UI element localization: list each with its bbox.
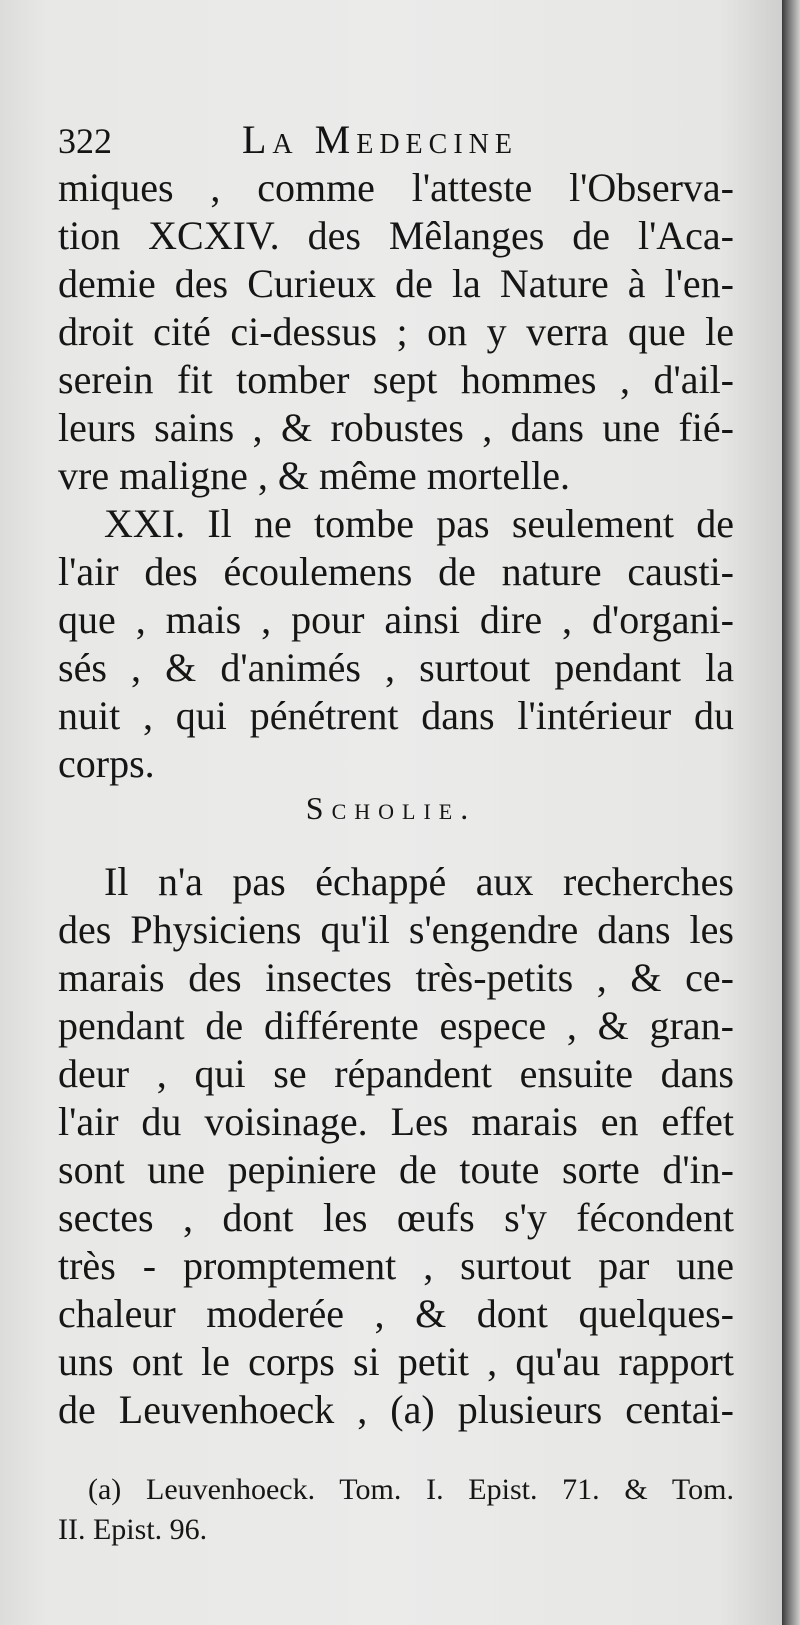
text-line: serein fit tomber sept hommes , d'ail-	[58, 357, 734, 402]
paragraph-xxi	[58, 500, 734, 788]
page-number: 322	[58, 121, 112, 161]
footnote-line: II. Epist. 96.	[58, 1513, 208, 1546]
paragraph-continuation	[58, 164, 734, 500]
text-line: nuit , qui pénétrent dans l'intérieur du	[58, 693, 734, 738]
text-line: très - promptement , surtout par une	[58, 1243, 734, 1288]
text-line: pendant de différente espece , & gran-	[58, 1003, 734, 1048]
text-line: que , mais , pour ainsi dire , d'organi-	[58, 597, 734, 642]
text-line: l'air du voisinage. Les marais en effet	[58, 1099, 734, 1144]
text-line: corps.	[58, 741, 155, 786]
text-line: leurs sains , & robustes , dans une fié-	[58, 405, 734, 450]
text-line: demie des Curieux de la Nature à l'en-	[58, 261, 734, 306]
text-line: XXI. Il ne tombe pas seulement de	[104, 501, 734, 546]
text-line: de Leuvenhoeck , (a) plusieurs centai-	[58, 1387, 734, 1432]
text-line: uns ont le corps si petit , qu'au rapport	[58, 1339, 734, 1384]
text-line: marais des insectes très-petits , & ce-	[58, 955, 734, 1000]
text-line: miques , comme l'atteste l'Observa-	[58, 165, 734, 210]
page-edge-shadow	[782, 0, 800, 1625]
text-line: des Physiciens qu'il s'engendre dans les	[58, 907, 734, 952]
text-line: tion XCXIV. des Mêlanges de l'Aca-	[58, 213, 734, 258]
text-line: chaleur moderée , & dont quelques-	[58, 1291, 734, 1336]
text-line: sectes , dont les œufs s'y fécondent	[58, 1195, 734, 1240]
page-header	[58, 110, 732, 170]
running-title: La Medecine	[242, 117, 518, 162]
text-line: sont une pepiniere de toute sorte d'in-	[58, 1147, 734, 1192]
text-line: l'air des écoulemens de nature causti-	[58, 549, 734, 594]
section-heading: Scholie.	[305, 790, 477, 826]
footnote	[58, 1470, 734, 1550]
text-line: vre maligne , & même mortelle.	[58, 453, 571, 498]
footnote-line: (a) Leuvenhoeck. Tom. I. Epist. 71. & Tom.	[88, 1473, 734, 1506]
text-line: Il n'a pas échappé aux recherches	[104, 859, 734, 904]
text-line: sés , & d'animés , surtout pendant la	[58, 645, 734, 690]
text-line: droit cité ci-dessus ; on y verra que le	[58, 309, 734, 354]
paragraph-scholie	[58, 858, 734, 1434]
text-line: deur , qui se répandent ensuite dans	[58, 1051, 734, 1096]
